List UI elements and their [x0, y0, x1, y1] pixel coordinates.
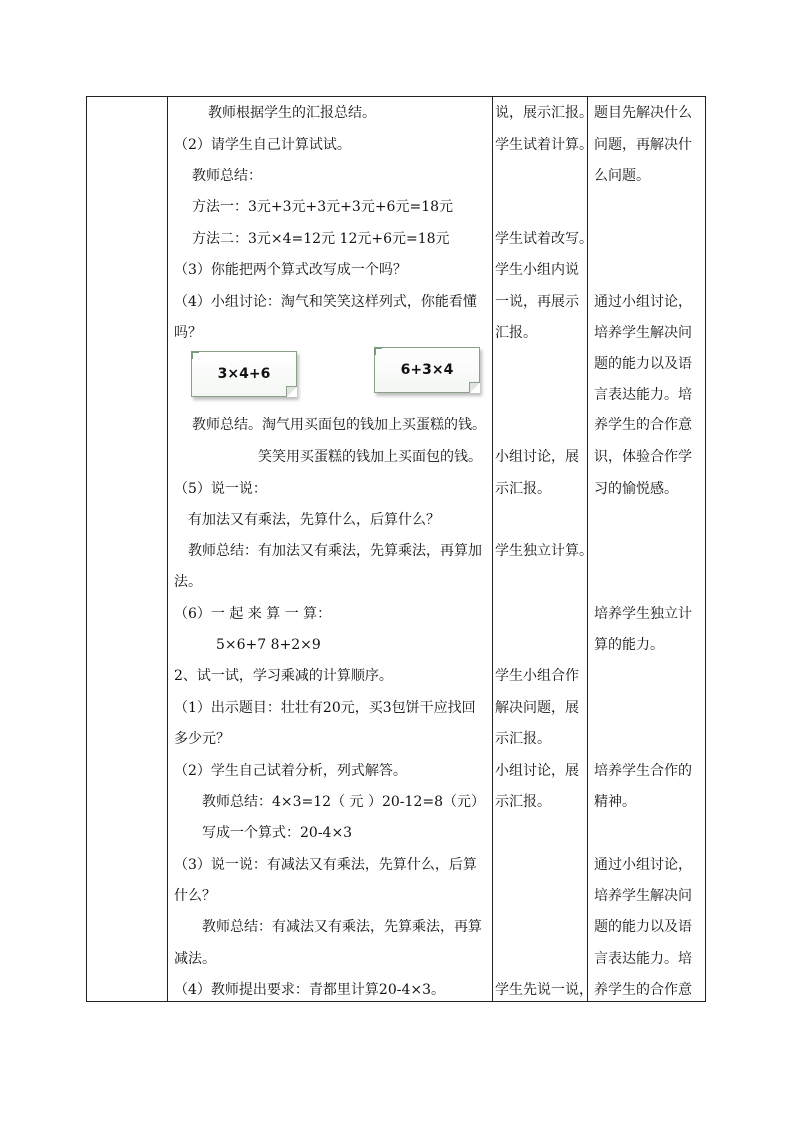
design-intent-line: 培养学生合作的: [594, 763, 692, 779]
student-activity-line: 一说，再展示: [495, 294, 579, 310]
design-intent-line: 言表达能力。培: [594, 387, 692, 403]
design-intent-line: 言表达能力。培: [594, 951, 692, 967]
student-activity-line: 示汇报。: [495, 481, 551, 497]
student-activity-line: 示汇报。: [495, 794, 551, 810]
process-line: 写成一个算式：20-4×3: [202, 825, 353, 841]
process-line: （1）出示题目：壮壮有20元，买3包饼干应找回: [174, 700, 476, 716]
process-line: 教师根据学生的汇报总结。: [208, 105, 376, 121]
process-line: 笑笑用买蛋糕的钱加上买面包的钱。: [258, 449, 482, 465]
process-line: 2、试一试，学习乘减的计算顺序。: [174, 668, 393, 684]
design-intent-line: 培养学生独立计: [594, 606, 692, 622]
student-activity-line: 学生小组合作: [495, 668, 579, 684]
process-line: （5）说一说：: [174, 481, 267, 497]
student-activity-line: 学生独立计算。: [495, 543, 593, 559]
process-line: 教师总结：: [192, 168, 262, 184]
design-intent-line: 精神。: [594, 794, 636, 810]
process-line: 吗？: [174, 325, 202, 341]
process-line: 5×6+7 8+2×9: [216, 637, 321, 653]
process-line: （3）说一说：有减法又有乘法，先算什么，后算: [174, 857, 477, 873]
process-line: 有加法又有乘法，先算什么，后算什么？: [188, 512, 440, 528]
design-intent-line: 么问题。: [594, 168, 650, 184]
design-intent-line: 题的能力以及语: [594, 356, 692, 372]
process-line: （2）请学生自己计算试试。: [174, 137, 351, 153]
design-intent-line: 问题，再解决什: [594, 137, 692, 153]
expression-card: 3×4+6: [191, 351, 297, 397]
process-line: 教师总结：有减法又有乘法，先算乘法，再算: [202, 919, 482, 935]
design-intent-line: 算的能力。: [594, 637, 664, 653]
column-divider: [492, 97, 493, 1001]
process-line: （4）小组讨论：淘气和笑笑这样列式，你能看懂: [174, 294, 477, 310]
process-line: 法。: [174, 574, 202, 590]
student-activity-line: 示汇报。: [495, 731, 551, 747]
student-activity-line: 学生试着改写。: [495, 231, 593, 247]
process-line: 多少元？: [174, 731, 230, 747]
process-line: 教师总结。淘气用买面包的钱加上买蛋糕的钱。: [192, 417, 486, 433]
design-intent-line: 题目先解决什么: [594, 105, 692, 121]
design-intent-line: 通过小组讨论，: [594, 294, 692, 310]
process-line: 方法二：3元×4=12元 12元+6元=18元: [192, 231, 450, 247]
expression-card: 6+3×4: [374, 347, 480, 393]
design-intent-line: 培养学生解决问: [594, 888, 692, 904]
process-line: （2）学生自己试着分析，列式解答。: [174, 763, 407, 779]
design-intent-line: 题的能力以及语: [594, 919, 692, 935]
design-intent-line: 习的愉悦感。: [594, 481, 678, 497]
student-activity-line: 汇报。: [495, 325, 537, 341]
student-activity-line: 学生先说一说，: [495, 982, 593, 998]
design-intent-line: 养学生的合作意: [594, 982, 692, 998]
process-line: 减法。: [174, 951, 216, 967]
design-intent-line: 养学生的合作意: [594, 417, 692, 433]
process-line: 什么？: [174, 888, 216, 904]
student-activity-line: 小组讨论，展: [495, 449, 579, 465]
design-intent-line: 培养学生解决问: [594, 325, 692, 341]
student-activity-line: 说，展示汇报。: [495, 105, 593, 121]
design-intent-line: 识，体验合作学: [594, 449, 692, 465]
student-activity-line: 解决问题，展: [495, 700, 579, 716]
student-activity-line: 学生试着计算。: [495, 137, 593, 153]
process-line: （6）一 起 来 算 一 算：: [174, 606, 332, 622]
student-activity-line: 小组讨论，展: [495, 763, 579, 779]
student-activity-line: 学生小组内说: [495, 262, 579, 278]
process-line: 教师总结：有加法又有乘法，先算乘法，再算加: [188, 543, 482, 559]
column-divider: [167, 97, 168, 1001]
process-line: 方法一：3元+3元+3元+3元+6元=18元: [192, 199, 454, 215]
design-intent-line: 通过小组讨论，: [594, 857, 692, 873]
process-line: 教师总结：4×3=12（ 元 ）20-12=8（元）: [202, 794, 485, 810]
process-line: （3）你能把两个算式改写成一个吗？: [174, 262, 407, 278]
process-line: （4）教师提出要求：青都里计算20-4×3。: [174, 982, 445, 998]
